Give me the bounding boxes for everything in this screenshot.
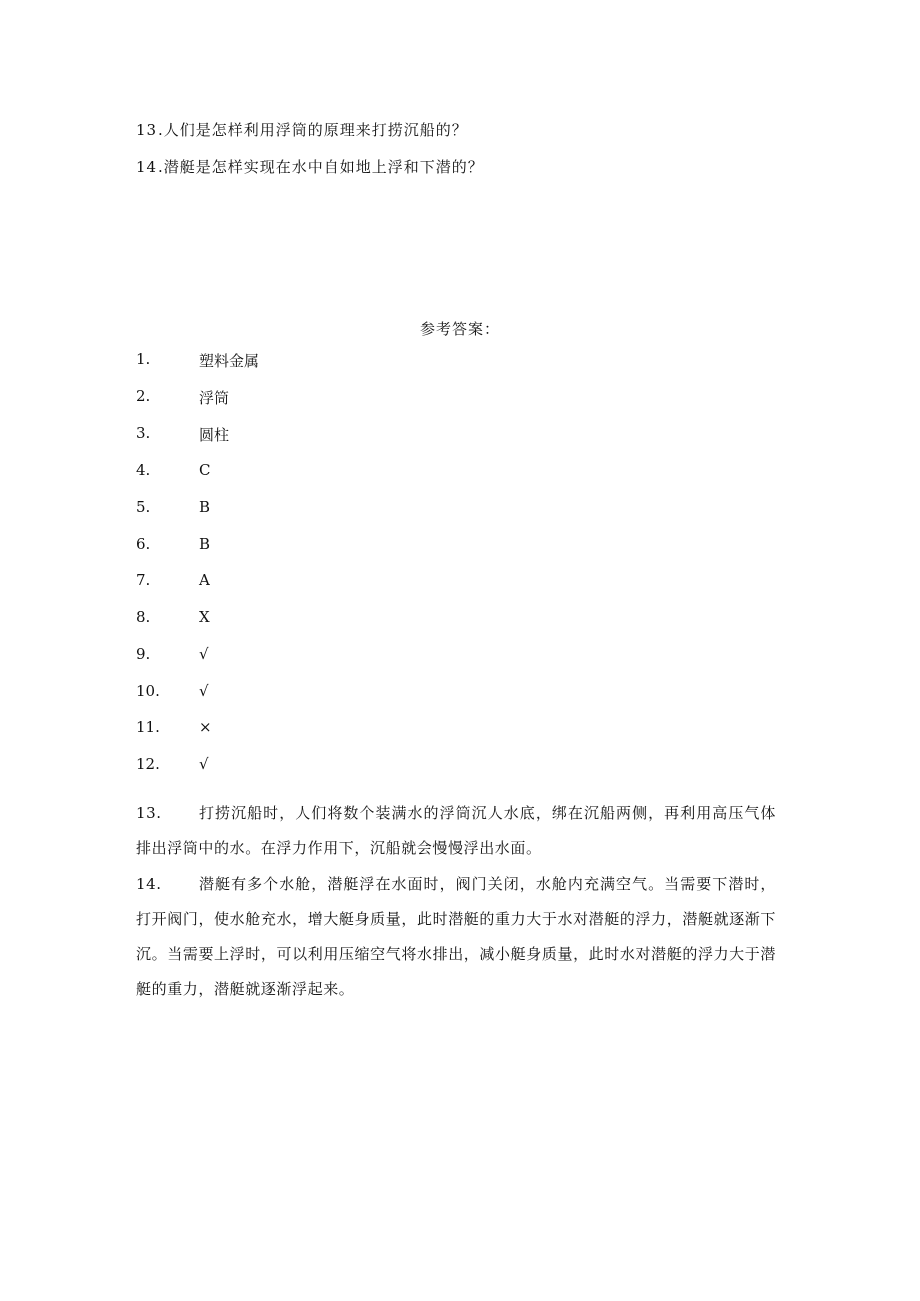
answer-value: √ [199,645,209,663]
answer-number: 10. [136,682,160,700]
answer-number: 2. [136,387,151,405]
answer-value: B [199,535,211,553]
long-answer-14 [136,867,776,1007]
answer-number: 9. [136,645,151,663]
answer-value: X [199,608,210,626]
answer-number: 6. [136,535,151,553]
answer-value: B [199,498,211,516]
answers-title: 参考答案： [419,320,500,338]
answer-number: 1. [136,350,151,368]
answer-value: 塑料金属 [199,352,260,370]
answer-value: C [199,461,211,479]
answer-value: 圆柱 [199,426,230,444]
answer-value: √ [199,755,209,773]
answer-value: 浮筒 [199,389,230,407]
question-text: .人们是怎样利用浮筒的原理来打捞沉船的？ [158,121,468,139]
question-14 [136,156,484,177]
answer-value: A [199,571,210,589]
answer-text: 打捞沉船时，人们将数个装满水的浮筒沉人水底，绑在沉船两侧，再利用高压气体排出浮筒中的水。在浮力作用下，沉船就会慢慢浮出水面。 [136,804,776,857]
question-number: 13 [136,121,158,139]
answer-number: 12. [136,755,160,773]
answer-value: × [199,718,212,736]
answer-number: 3. [136,424,151,442]
question-13 [136,119,468,140]
answer-number: 7. [136,571,151,589]
long-answer-13 [136,796,776,866]
answer-number: 14. [136,875,162,893]
answer-number: 4. [136,461,151,479]
answer-number: 11. [136,718,160,736]
answer-number: 5. [136,498,151,516]
question-text: .潜艇是怎样实现在水中自如地上浮和下潜的？ [158,158,484,176]
answer-text: 潜艇有多个水舱，潜艇浮在水面时，阀门关闭，水舱内充满空气。当需要下潜时，打开阀门，使水舱充水，增大艇身质量，此时潜艇的重力大于水对潜艇的浮力，潜艇就逐渐下沉。当需要上浮时，可以利用压缩空气将水排出，减小艇身质量，此时水对潜艇的浮力大于潜艇的重力，潜艇就逐渐浮起来。 [136,875,776,998]
answer-value: √ [199,682,209,700]
question-number: 14 [136,158,158,176]
answer-number: 13. [136,804,162,822]
answer-number: 8. [136,608,151,626]
